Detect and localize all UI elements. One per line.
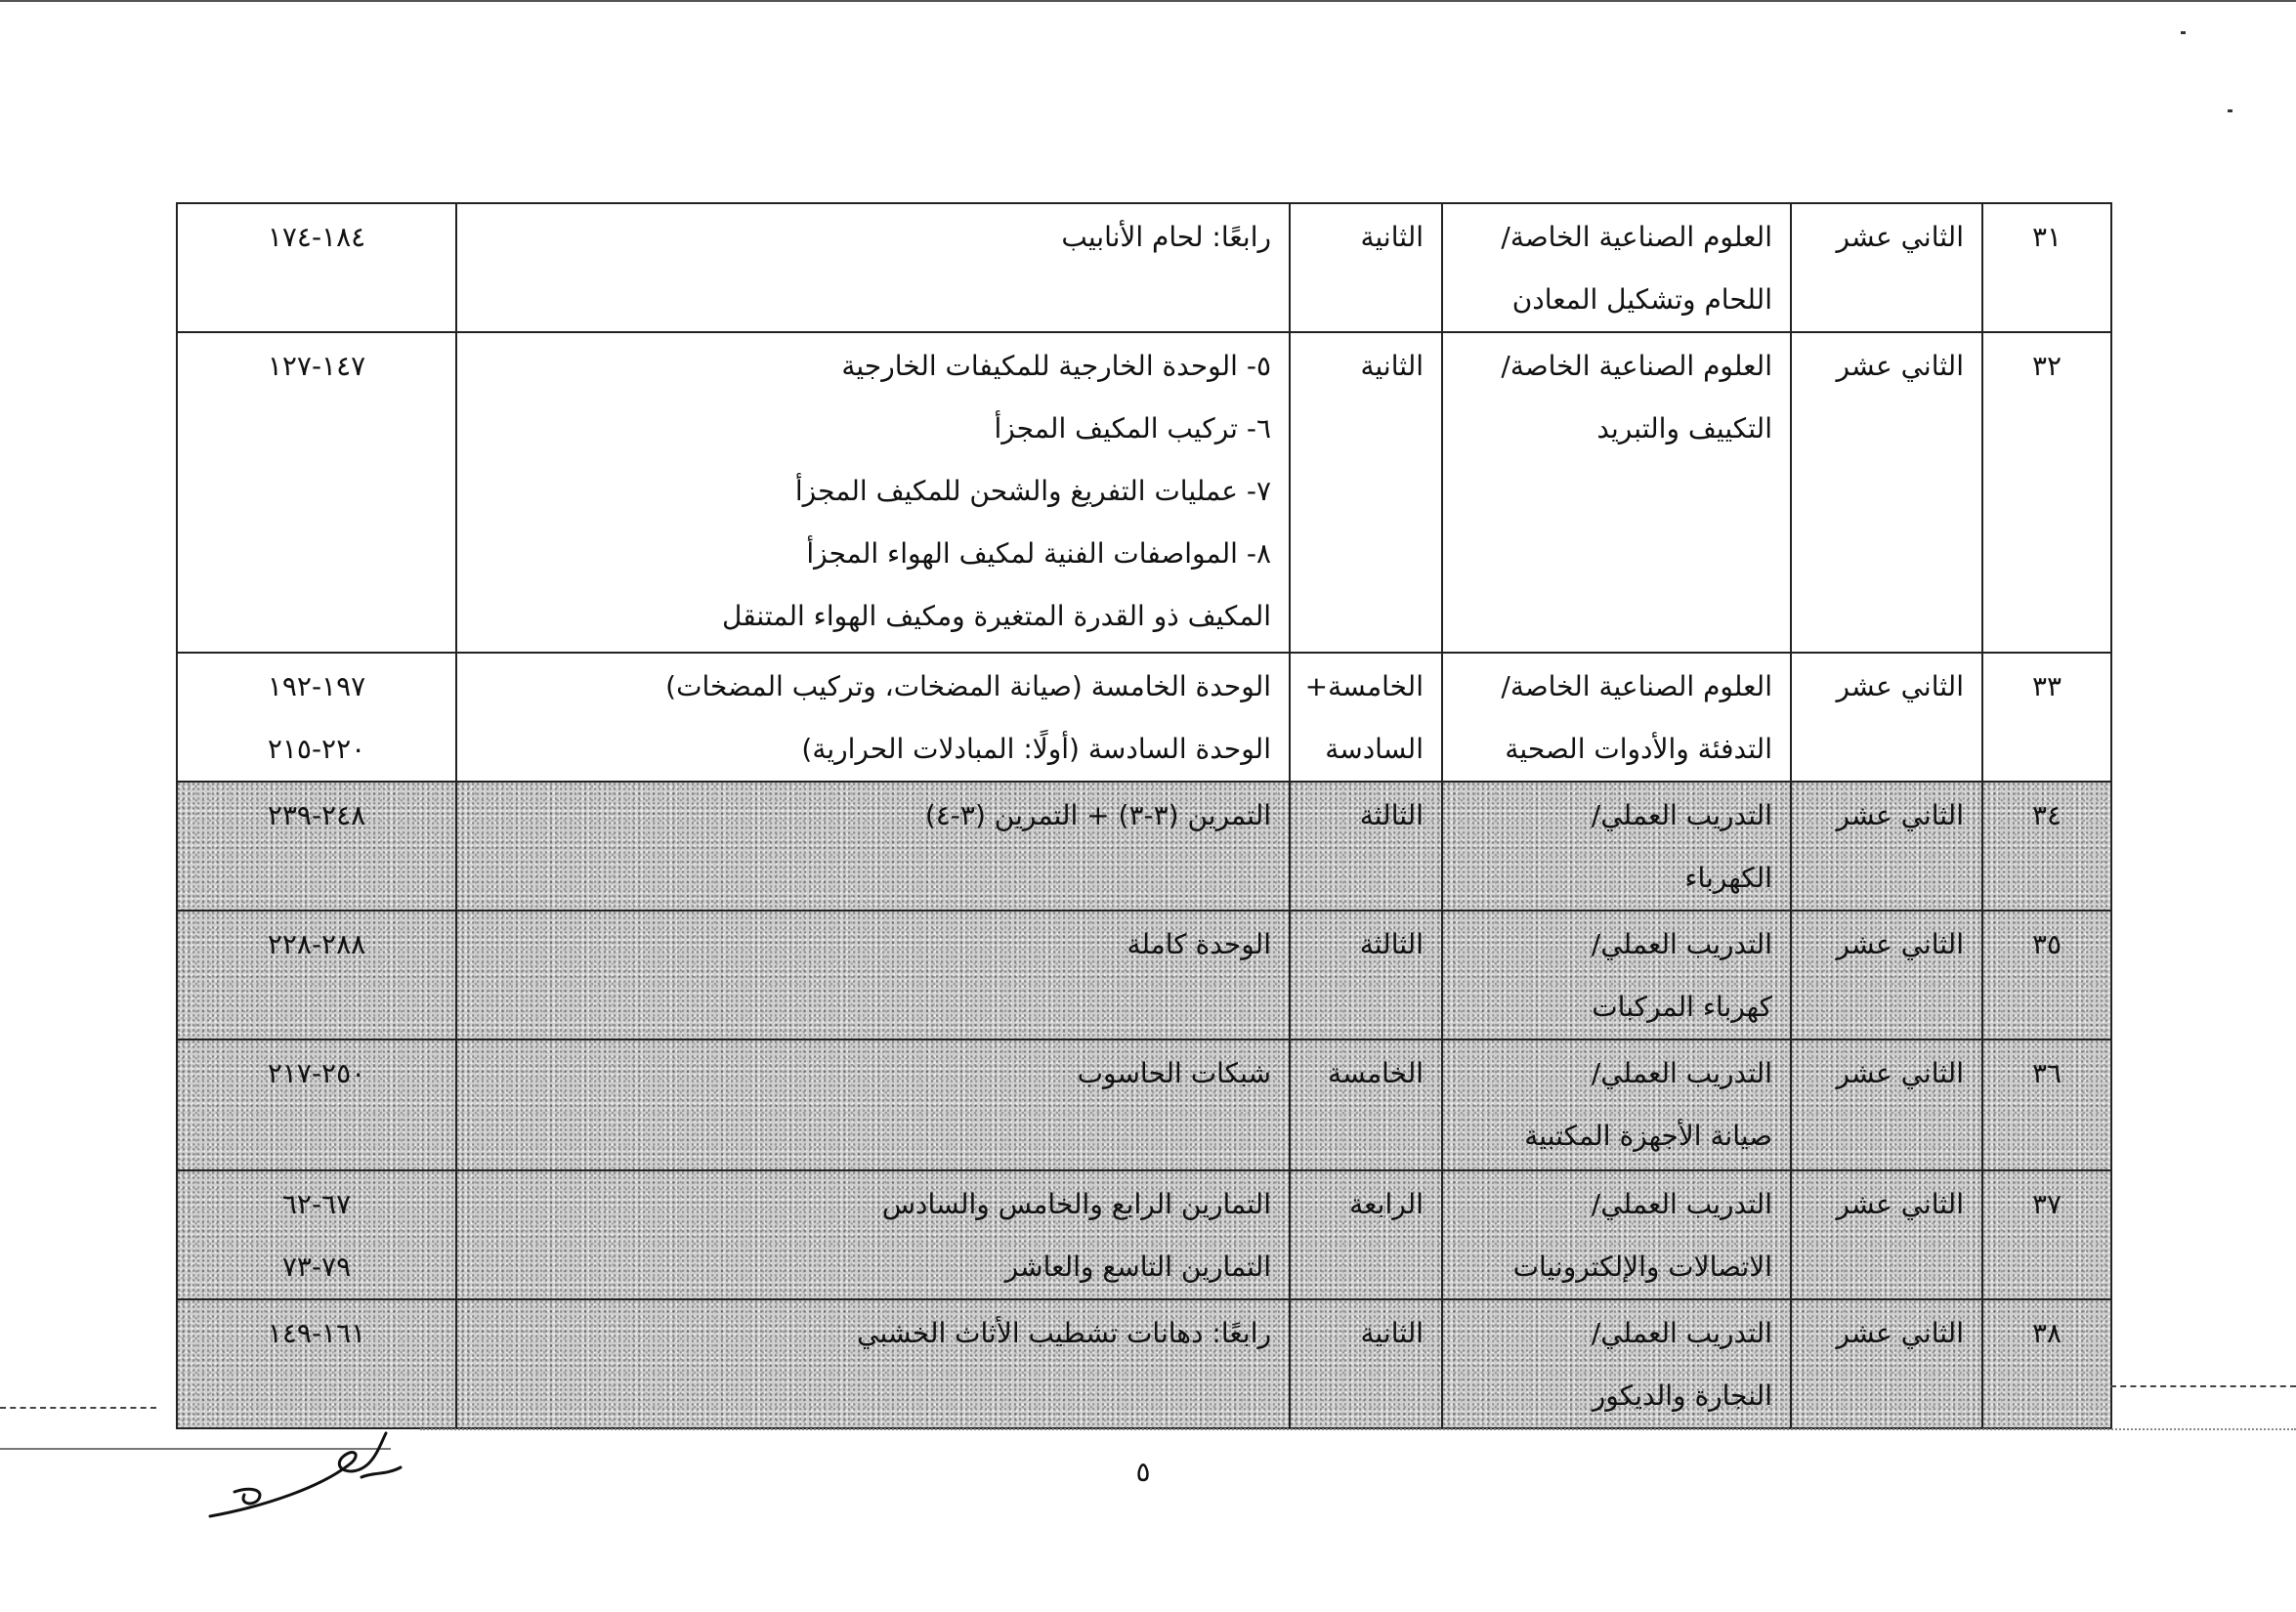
cell-pages-line: ٢٢٠-٢١٥ [267, 733, 366, 765]
cell-subject-line: التدريب العملي/ [1591, 1317, 1772, 1349]
cell-topics-line: رابعًا: لحام الأنابيب [1061, 221, 1271, 253]
cell-grade: الثاني عشر [1791, 203, 1982, 332]
cell-unit-line: الثالثة [1359, 799, 1424, 831]
cell-number: ٣٣ [1982, 653, 2111, 782]
cell-unit [1290, 1039, 1442, 1170]
cell-subject-line: العلوم الصناعية الخاصة/ [1501, 670, 1772, 702]
cell-topics [456, 782, 1290, 911]
cell-grade: الثاني عشر [1791, 1039, 1982, 1170]
table-row [177, 1299, 2111, 1428]
cell-grade: الثاني عشر [1791, 782, 1982, 911]
cell-subject [1442, 782, 1791, 911]
cell-unit [1290, 203, 1442, 332]
cell-grade: الثاني عشر [1791, 1170, 1982, 1299]
cell-subject-line: التكييف والتبريد [1596, 412, 1772, 445]
cell-pages-line: ٧٩-٧٣ [281, 1251, 352, 1283]
cell-topics-line: شبكات الحاسوب [1077, 1057, 1271, 1089]
scan-top-edge [0, 0, 2296, 2]
cell-subject-line: اللحام وتشكيل المعادن [1511, 283, 1772, 316]
cell-pages-line: ٦٧-٦٢ [281, 1188, 352, 1220]
cell-subject-line: صيانة الأجهزة المكتبية [1524, 1120, 1772, 1152]
table-row [177, 1039, 2111, 1170]
cell-number: ٣٨ [1982, 1299, 2111, 1428]
cell-topics [456, 911, 1290, 1039]
cell-topics-line: الوحدة كاملة [1127, 928, 1271, 960]
page-number: ٥ [1135, 1456, 1151, 1488]
cell-pages [177, 1299, 456, 1428]
table-body [177, 203, 2111, 1428]
cell-number: ٣٢ [1982, 332, 2111, 653]
cell-pages [177, 782, 456, 911]
cell-unit-line: الرابعة [1349, 1188, 1424, 1220]
cell-topics-line: التمرين (٣-٣) + التمرين (٣-٤) [924, 799, 1271, 831]
cell-subject-line: كهرباء المركبات [1592, 991, 1772, 1023]
cell-subject-line: التدريب العملي/ [1591, 928, 1772, 960]
table-row [177, 653, 2111, 782]
cell-pages-line: ١٩٧-١٩٢ [267, 670, 366, 702]
cell-topics-line: ٦- تركيب المكيف المجزأ [994, 412, 1271, 445]
cell-topics-line: المكيف ذو القدرة المتغيرة ومكيف الهواء المتنقل [722, 600, 1271, 632]
cell-subject [1442, 1299, 1791, 1428]
cell-topics [456, 332, 1290, 653]
cell-topics-line: ٥- الوحدة الخارجية للمكيفات الخارجية [841, 350, 1271, 382]
scan-rule [420, 1428, 2296, 1430]
cell-pages-line: ٢٥٠-٢١٧ [267, 1057, 366, 1089]
table-row [177, 203, 2111, 332]
cell-grade: الثاني عشر [1791, 332, 1982, 653]
cell-topics [456, 653, 1290, 782]
cell-topics-line: الوحدة السادسة (أولًا: المبادلات الحرارية) [801, 733, 1271, 765]
cell-pages [177, 1170, 456, 1299]
cell-grade: الثاني عشر [1791, 911, 1982, 1039]
cell-unit [1290, 1299, 1442, 1428]
cell-subject [1442, 203, 1791, 332]
cell-subject-line: التدفئة والأدوات الصحية [1505, 733, 1772, 765]
cell-unit-line: الخامسة [1328, 1057, 1424, 1089]
cell-subject-line: الكهرباء [1684, 862, 1772, 894]
cell-pages [177, 332, 456, 653]
cell-unit [1290, 1170, 1442, 1299]
cell-topics-line: ٨- المواصفات الفنية لمكيف الهواء المجزأ [806, 537, 1271, 570]
cell-pages [177, 203, 456, 332]
cell-topics [456, 203, 1290, 332]
cell-pages-line: ١٤٧-١٢٧ [267, 350, 366, 382]
cell-pages-line: ١٦١-١٤٩ [267, 1317, 366, 1349]
cell-number: ٣٥ [1982, 911, 2111, 1039]
cell-unit-line: السادسة [1325, 733, 1424, 765]
cell-subject-line: العلوم الصناعية الخاصة/ [1501, 221, 1772, 253]
table-row [177, 911, 2111, 1039]
cell-unit-line: الثانية [1360, 221, 1424, 253]
cell-pages-line: ٢٤٨-٢٣٩ [267, 799, 366, 831]
cell-subject-line: العلوم الصناعية الخاصة/ [1501, 350, 1772, 382]
cell-topics-line: التمارين الرابع والخامس والسادس [881, 1188, 1271, 1220]
signature-mark [205, 1419, 420, 1526]
cell-subject [1442, 1039, 1791, 1170]
cell-topics [456, 1170, 1290, 1299]
cell-topics-line: ٧- عمليات التفريغ والشحن للمكيف المجزأ [794, 475, 1271, 507]
cell-topics [456, 1299, 1290, 1428]
cell-subject-line: التدريب العملي/ [1591, 1188, 1772, 1220]
cell-number: ٣٦ [1982, 1039, 2111, 1170]
scan-dash-rule [2110, 1385, 2296, 1387]
table-row [177, 332, 2111, 653]
cell-unit-line: الثانية [1360, 1317, 1424, 1349]
scan-speck [2181, 31, 2186, 34]
cell-topics-line: الوحدة الخامسة (صيانة المضخات، وتركيب المضخات) [665, 670, 1271, 702]
cell-subject [1442, 332, 1791, 653]
cell-subject [1442, 1170, 1791, 1299]
cell-subject-line: التدريب العملي/ [1591, 799, 1772, 831]
cell-unit [1290, 911, 1442, 1039]
scan-speck [2228, 109, 2232, 112]
cell-unit [1290, 332, 1442, 653]
cell-pages [177, 1039, 456, 1170]
cell-grade: الثاني عشر [1791, 653, 1982, 782]
cell-pages [177, 911, 456, 1039]
cell-pages [177, 653, 456, 782]
curriculum-table [176, 202, 2112, 1429]
cell-unit-line: الثالثة [1359, 928, 1424, 960]
cell-pages-line: ٢٨٨-٢٢٨ [267, 928, 366, 960]
cell-unit [1290, 782, 1442, 911]
cell-topics-line: رابعًا: دهانات تشطيب الأثاث الخشبي [857, 1317, 1271, 1349]
cell-subject [1442, 653, 1791, 782]
cell-number: ٣٧ [1982, 1170, 2111, 1299]
cell-subject-line: التدريب العملي/ [1591, 1057, 1772, 1089]
cell-pages-line: ١٨٤-١٧٤ [267, 221, 366, 253]
cell-unit [1290, 653, 1442, 782]
cell-number: ٣٤ [1982, 782, 2111, 911]
cell-unit-line: الخامسة+ [1304, 670, 1424, 702]
cell-subject [1442, 911, 1791, 1039]
cell-subject-line: الاتصالات والإلكترونيات [1512, 1251, 1772, 1283]
cell-subject-line: النجارة والديكور [1592, 1379, 1772, 1412]
cell-unit-line: الثانية [1360, 350, 1424, 382]
scan-dash-rule [0, 1407, 156, 1409]
cell-topics [456, 1039, 1290, 1170]
table-row [177, 782, 2111, 911]
cell-topics-line: التمارين التاسع والعاشر [1004, 1251, 1271, 1283]
cell-number: ٣١ [1982, 203, 2111, 332]
table-row [177, 1170, 2111, 1299]
cell-grade: الثاني عشر [1791, 1299, 1982, 1428]
